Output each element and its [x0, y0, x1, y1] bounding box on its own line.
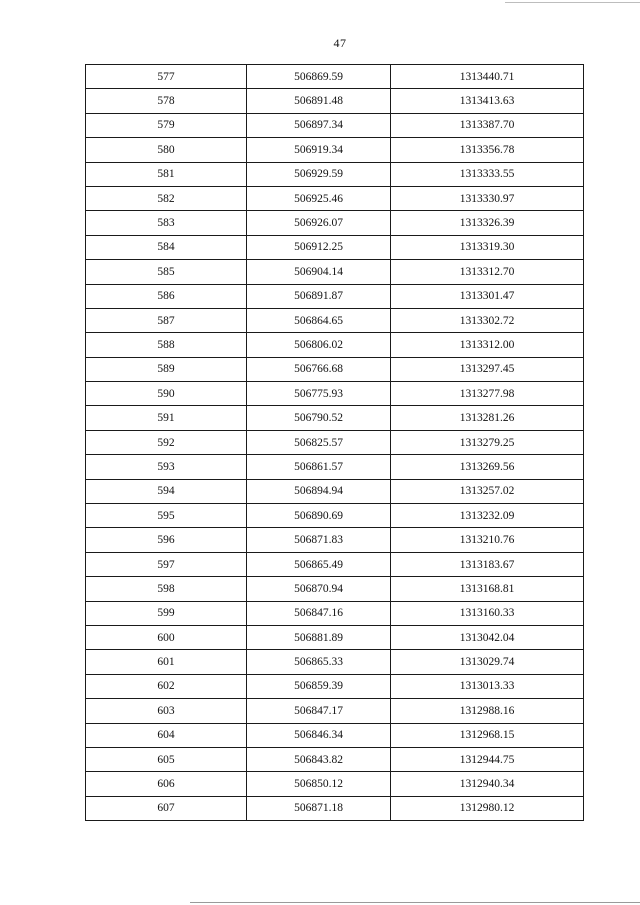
x-coordinate-cell: 506925.46: [247, 186, 391, 210]
x-coordinate-cell: 506894.94: [247, 479, 391, 503]
table-row: [86, 406, 584, 430]
point-number-cell: 577: [86, 65, 247, 89]
point-number-cell: 588: [86, 333, 247, 357]
x-coordinate-cell: 506869.59: [247, 65, 391, 89]
point-number-cell: 582: [86, 186, 247, 210]
table-row: [86, 504, 584, 528]
point-number-cell: 601: [86, 650, 247, 674]
table-row: [86, 308, 584, 332]
table-row: [86, 235, 584, 259]
y-coordinate-cell: 1313210.76: [391, 528, 584, 552]
x-coordinate-cell: 506861.57: [247, 455, 391, 479]
point-number-cell: 579: [86, 113, 247, 137]
point-number-cell: 591: [86, 406, 247, 430]
point-number-cell: 598: [86, 577, 247, 601]
y-coordinate-cell: 1313312.00: [391, 333, 584, 357]
point-number-cell: 607: [86, 796, 247, 820]
y-coordinate-cell: 1313029.74: [391, 650, 584, 674]
y-coordinate-cell: 1312944.75: [391, 747, 584, 771]
y-coordinate-cell: 1313277.98: [391, 382, 584, 406]
x-coordinate-cell: 506825.57: [247, 430, 391, 454]
y-coordinate-cell: 1313319.30: [391, 235, 584, 259]
y-coordinate-cell: 1313232.09: [391, 504, 584, 528]
table-row: [86, 528, 584, 552]
x-coordinate-cell: 506871.83: [247, 528, 391, 552]
table-row: [86, 284, 584, 308]
point-number-cell: 596: [86, 528, 247, 552]
point-number-cell: 602: [86, 674, 247, 698]
point-number-cell: 583: [86, 211, 247, 235]
y-coordinate-cell: 1313160.33: [391, 601, 584, 625]
table-row: [86, 430, 584, 454]
point-number-cell: 597: [86, 552, 247, 576]
table-row: [86, 723, 584, 747]
y-coordinate-cell: 1312940.34: [391, 772, 584, 796]
point-number-cell: 606: [86, 772, 247, 796]
table-row: [86, 650, 584, 674]
top-edge-rule: [505, 2, 640, 3]
x-coordinate-cell: 506790.52: [247, 406, 391, 430]
y-coordinate-cell: 1313279.25: [391, 430, 584, 454]
point-number-cell: 580: [86, 138, 247, 162]
table-row: [86, 796, 584, 820]
x-coordinate-cell: 506926.07: [247, 211, 391, 235]
x-coordinate-cell: 506806.02: [247, 333, 391, 357]
y-coordinate-cell: 1313330.97: [391, 186, 584, 210]
x-coordinate-cell: 506890.69: [247, 504, 391, 528]
table-row: [86, 162, 584, 186]
table-row: [86, 382, 584, 406]
x-coordinate-cell: 506904.14: [247, 260, 391, 284]
coordinates-table-body: [86, 65, 584, 821]
table-row: [86, 333, 584, 357]
x-coordinate-cell: 506891.48: [247, 89, 391, 113]
y-coordinate-cell: 1313168.81: [391, 577, 584, 601]
x-coordinate-cell: 506871.18: [247, 796, 391, 820]
table-row: [86, 699, 584, 723]
table-row: [86, 260, 584, 284]
y-coordinate-cell: 1312980.12: [391, 796, 584, 820]
y-coordinate-cell: 1313440.71: [391, 65, 584, 89]
x-coordinate-cell: 506919.34: [247, 138, 391, 162]
x-coordinate-cell: 506929.59: [247, 162, 391, 186]
table-row: [86, 357, 584, 381]
y-coordinate-cell: 1313356.78: [391, 138, 584, 162]
table-row: [86, 138, 584, 162]
x-coordinate-cell: 506912.25: [247, 235, 391, 259]
x-coordinate-cell: 506865.49: [247, 552, 391, 576]
point-number-cell: 604: [86, 723, 247, 747]
table-row: [86, 186, 584, 210]
x-coordinate-cell: 506870.94: [247, 577, 391, 601]
x-coordinate-cell: 506846.34: [247, 723, 391, 747]
y-coordinate-cell: 1312968.15: [391, 723, 584, 747]
point-number-cell: 594: [86, 479, 247, 503]
point-number-cell: 599: [86, 601, 247, 625]
table-row: [86, 577, 584, 601]
table-row: [86, 211, 584, 235]
y-coordinate-cell: 1313042.04: [391, 625, 584, 649]
y-coordinate-cell: 1313257.02: [391, 479, 584, 503]
y-coordinate-cell: 1313183.67: [391, 552, 584, 576]
point-number-cell: 585: [86, 260, 247, 284]
point-number-cell: 589: [86, 357, 247, 381]
y-coordinate-cell: 1313326.39: [391, 211, 584, 235]
x-coordinate-cell: 506847.16: [247, 601, 391, 625]
point-number-cell: 592: [86, 430, 247, 454]
table-row: [86, 674, 584, 698]
x-coordinate-cell: 506859.39: [247, 674, 391, 698]
bottom-edge-rule: [190, 902, 640, 903]
point-number-cell: 578: [86, 89, 247, 113]
y-coordinate-cell: 1313312.70: [391, 260, 584, 284]
y-coordinate-cell: 1313413.63: [391, 89, 584, 113]
x-coordinate-cell: 506850.12: [247, 772, 391, 796]
table-row: [86, 772, 584, 796]
table-row: [86, 113, 584, 137]
point-number-cell: 600: [86, 625, 247, 649]
y-coordinate-cell: 1313269.56: [391, 455, 584, 479]
y-coordinate-cell: 1313333.55: [391, 162, 584, 186]
table-row: [86, 552, 584, 576]
table-row: [86, 747, 584, 771]
table-row: [86, 65, 584, 89]
table-row: [86, 479, 584, 503]
x-coordinate-cell: 506864.65: [247, 308, 391, 332]
x-coordinate-cell: 506891.87: [247, 284, 391, 308]
point-number-cell: 593: [86, 455, 247, 479]
point-number-cell: 603: [86, 699, 247, 723]
point-number-cell: 587: [86, 308, 247, 332]
x-coordinate-cell: 506766.68: [247, 357, 391, 381]
y-coordinate-cell: 1313281.26: [391, 406, 584, 430]
table-row: [86, 455, 584, 479]
table-row: [86, 601, 584, 625]
point-number-cell: 595: [86, 504, 247, 528]
y-coordinate-cell: 1313302.72: [391, 308, 584, 332]
y-coordinate-cell: 1313013.33: [391, 674, 584, 698]
page-number: 47: [333, 36, 347, 50]
point-number-cell: 584: [86, 235, 247, 259]
point-number-cell: 590: [86, 382, 247, 406]
table-row: [86, 89, 584, 113]
point-number-cell: 586: [86, 284, 247, 308]
x-coordinate-cell: 506847.17: [247, 699, 391, 723]
point-number-cell: 581: [86, 162, 247, 186]
x-coordinate-cell: 506865.33: [247, 650, 391, 674]
y-coordinate-cell: 1313297.45: [391, 357, 584, 381]
y-coordinate-cell: 1312988.16: [391, 699, 584, 723]
coordinates-table: [85, 64, 584, 821]
x-coordinate-cell: 506775.93: [247, 382, 391, 406]
y-coordinate-cell: 1313387.70: [391, 113, 584, 137]
x-coordinate-cell: 506897.34: [247, 113, 391, 137]
table-row: [86, 625, 584, 649]
y-coordinate-cell: 1313301.47: [391, 284, 584, 308]
point-number-cell: 605: [86, 747, 247, 771]
x-coordinate-cell: 506843.82: [247, 747, 391, 771]
x-coordinate-cell: 506881.89: [247, 625, 391, 649]
